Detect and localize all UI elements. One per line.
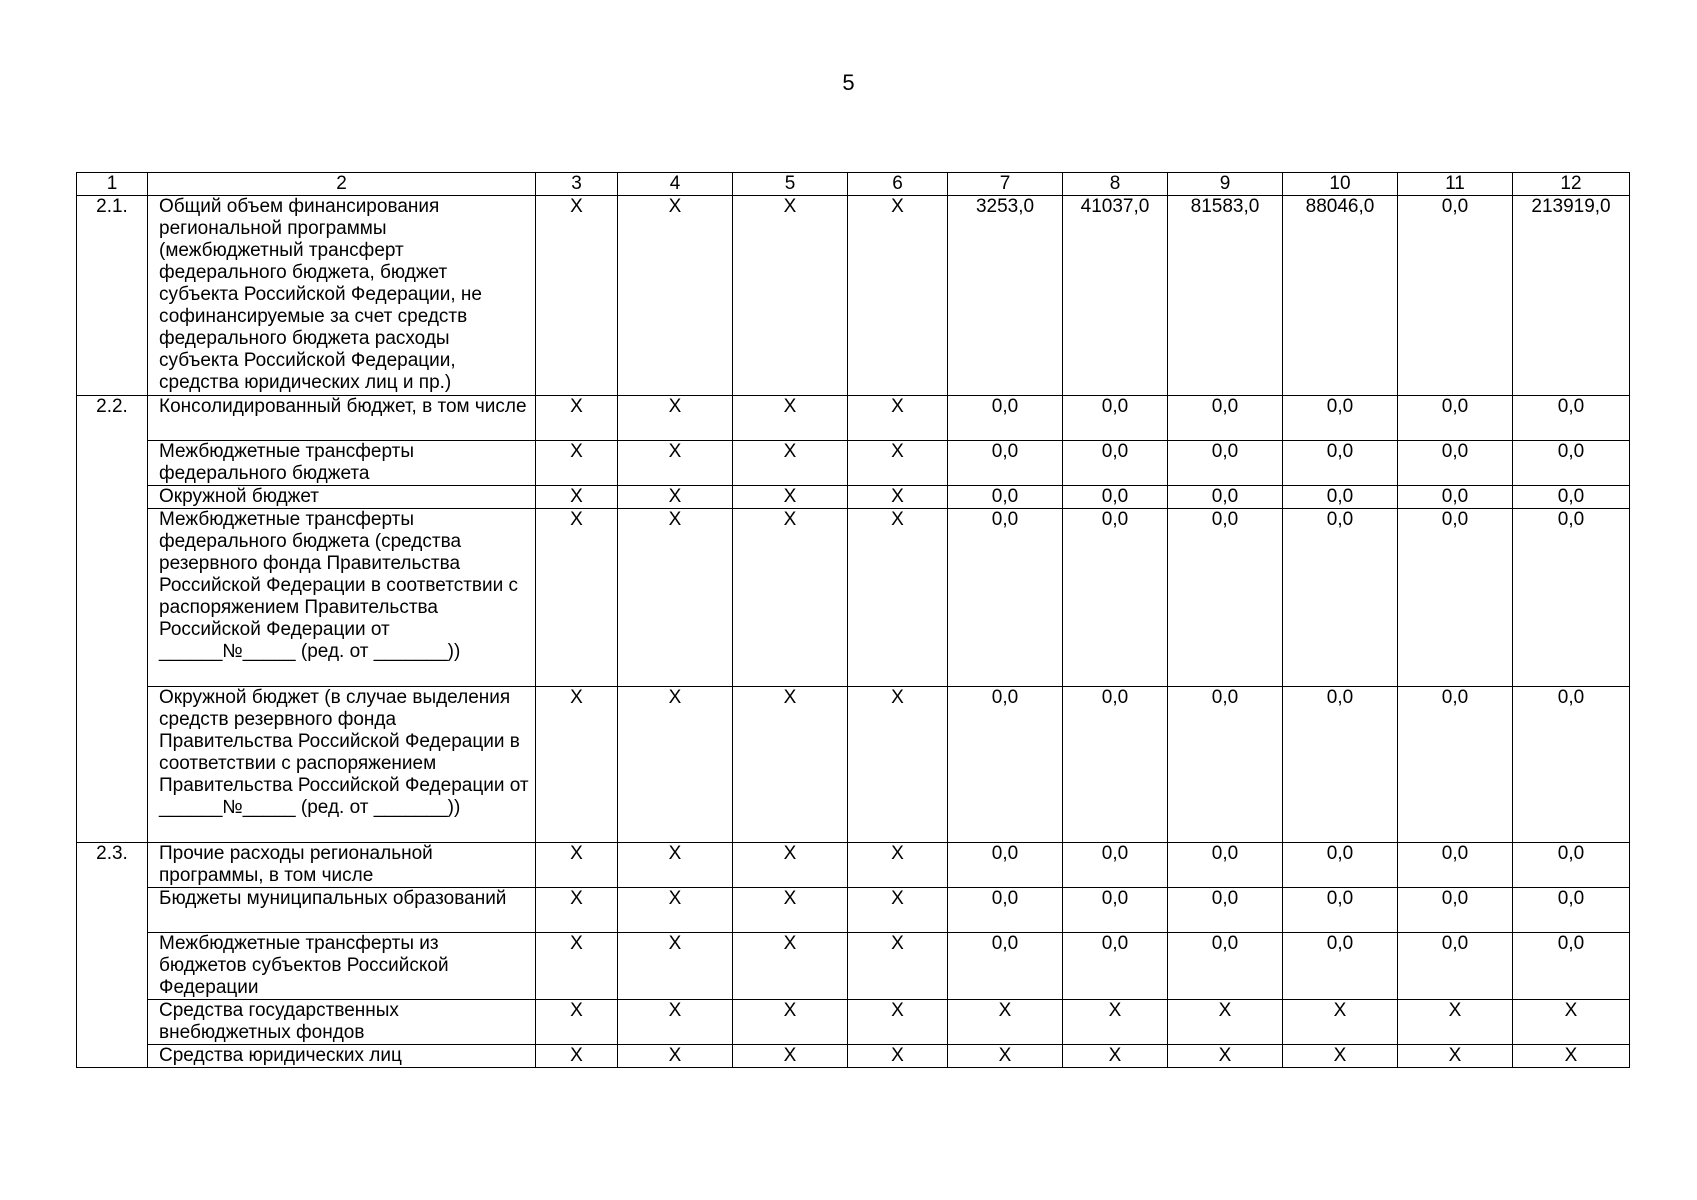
value-cell: 0,0 — [948, 687, 1063, 843]
value-cell: X — [1283, 1045, 1398, 1068]
value-cell: 0,0 — [1063, 843, 1168, 888]
value-cell: X — [1063, 1045, 1168, 1068]
value-cell: X — [536, 687, 618, 843]
value-cell: 0,0 — [1063, 441, 1168, 486]
value-cell: 0,0 — [1398, 196, 1513, 396]
value-cell: X — [536, 509, 618, 687]
value-cell: 0,0 — [1398, 509, 1513, 687]
table-row — [77, 486, 1630, 509]
value-cell: 0,0 — [1513, 933, 1630, 1000]
row-name-cell: Средства государственных внебюджетных фондов — [148, 1000, 536, 1045]
table-row — [77, 509, 1630, 687]
value-cell: 0,0 — [1283, 888, 1398, 933]
value-cell: 0,0 — [1398, 396, 1513, 441]
value-cell: 0,0 — [1063, 687, 1168, 843]
value-cell: X — [848, 843, 948, 888]
row-name-cell: Прочие расходы региональной программы, в том числе — [148, 843, 536, 888]
header-cell: 3 — [536, 173, 618, 196]
value-cell: 0,0 — [1283, 486, 1398, 509]
value-cell: X — [848, 486, 948, 509]
value-cell: 0,0 — [1063, 933, 1168, 1000]
value-cell: 0,0 — [1283, 933, 1398, 1000]
value-cell: X — [618, 486, 733, 509]
value-cell: 0,0 — [948, 486, 1063, 509]
value-cell: X — [1513, 1000, 1630, 1045]
value-cell: X — [1398, 1000, 1513, 1045]
value-cell: 0,0 — [1398, 441, 1513, 486]
header-cell: 7 — [948, 173, 1063, 196]
value-cell: X — [536, 843, 618, 888]
header-cell: 10 — [1283, 173, 1398, 196]
value-cell: 0,0 — [1283, 441, 1398, 486]
value-cell: X — [848, 441, 948, 486]
value-cell: X — [618, 441, 733, 486]
row-name-cell: Межбюджетные трансферты из бюджетов субъектов Российской Федерации — [148, 933, 536, 1000]
row-name-cell: Бюджеты муниципальных образований — [148, 888, 536, 933]
value-cell: X — [733, 1045, 848, 1068]
table-row — [77, 1000, 1630, 1045]
value-cell: 0,0 — [1513, 888, 1630, 933]
value-cell: 0,0 — [1398, 843, 1513, 888]
row-name-cell: Окружной бюджет — [148, 486, 536, 509]
value-cell: 213919,0 — [1513, 196, 1630, 396]
value-cell: 0,0 — [948, 441, 1063, 486]
value-cell: 3253,0 — [948, 196, 1063, 396]
value-cell: X — [848, 933, 948, 1000]
header-cell: 4 — [618, 173, 733, 196]
value-cell: 0,0 — [1513, 843, 1630, 888]
value-cell: X — [618, 933, 733, 1000]
value-cell: X — [536, 888, 618, 933]
value-cell: 0,0 — [1513, 441, 1630, 486]
table-row — [77, 441, 1630, 486]
value-cell: X — [733, 509, 848, 687]
table-row — [77, 888, 1630, 933]
value-cell: X — [536, 486, 618, 509]
value-cell: 0,0 — [1168, 509, 1283, 687]
financing-table — [76, 172, 1630, 1068]
value-cell: 0,0 — [1063, 486, 1168, 509]
header-cell: 9 — [1168, 173, 1283, 196]
value-cell: 0,0 — [1513, 687, 1630, 843]
value-cell: 81583,0 — [1168, 196, 1283, 396]
value-cell: X — [733, 888, 848, 933]
value-cell: X — [618, 196, 733, 396]
value-cell: X — [618, 509, 733, 687]
table-row — [77, 687, 1630, 843]
value-cell: 41037,0 — [1063, 196, 1168, 396]
value-cell: 0,0 — [948, 933, 1063, 1000]
value-cell: X — [848, 888, 948, 933]
header-cell: 6 — [848, 173, 948, 196]
header-cell: 12 — [1513, 173, 1630, 196]
value-cell: 0,0 — [948, 843, 1063, 888]
row-name-cell: Общий объем финансирования региональной программы (межбюджетный трансферт федерального бюджета, бюджет субъекта Российской Федерации, не софинансируемые за счет средств федерального бюджета расходы субъекта Российской Федерации, средства юридических лиц и пр.) — [148, 196, 536, 396]
value-cell: 0,0 — [1283, 687, 1398, 843]
value-cell: 0,0 — [948, 888, 1063, 933]
table-body — [77, 173, 1630, 1068]
value-cell: X — [733, 1000, 848, 1045]
header-cell: 11 — [1398, 173, 1513, 196]
value-cell: X — [1398, 1045, 1513, 1068]
value-cell: X — [536, 1000, 618, 1045]
value-cell: X — [733, 196, 848, 396]
value-cell: X — [848, 1000, 948, 1045]
value-cell: X — [618, 396, 733, 441]
header-cell: 2 — [148, 173, 536, 196]
value-cell: X — [1063, 1000, 1168, 1045]
row-name-cell: Окружной бюджет (в случае выделения средств резервного фонда Правительства Российской Федерации в соответствии с распоряжением Правительства Российской Федерации от ______№_____ (ред. от _______)) — [148, 687, 536, 843]
value-cell: X — [733, 687, 848, 843]
row-name-cell: Консолидированный бюджет, в том числе — [148, 396, 536, 441]
row-name-cell: Межбюджетные трансферты федерального бюджета (средства резервного фонда Правительства Российской Федерации в соответствии с распоряжением Правительства Российской Федерации от ______№_____ (ред. от _______)) — [148, 509, 536, 687]
value-cell: X — [618, 843, 733, 888]
value-cell: 0,0 — [1283, 843, 1398, 888]
table-row — [77, 396, 1630, 441]
value-cell: X — [1168, 1000, 1283, 1045]
value-cell: X — [536, 1045, 618, 1068]
value-cell: X — [618, 1045, 733, 1068]
value-cell: X — [848, 509, 948, 687]
row-number-cell: 2.2. — [77, 396, 148, 843]
value-cell: X — [848, 1045, 948, 1068]
value-cell: X — [1168, 1045, 1283, 1068]
value-cell: X — [618, 687, 733, 843]
value-cell: 0,0 — [1168, 888, 1283, 933]
value-cell: 88046,0 — [1283, 196, 1398, 396]
value-cell: 0,0 — [1513, 509, 1630, 687]
value-cell: X — [948, 1000, 1063, 1045]
value-cell: 0,0 — [1168, 687, 1283, 843]
value-cell: 0,0 — [1398, 888, 1513, 933]
table-row — [77, 196, 1630, 396]
value-cell: X — [848, 687, 948, 843]
value-cell: X — [848, 396, 948, 441]
value-cell: X — [733, 441, 848, 486]
value-cell: 0,0 — [1513, 396, 1630, 441]
value-cell: 0,0 — [1398, 933, 1513, 1000]
value-cell: X — [733, 396, 848, 441]
value-cell: 0,0 — [1168, 933, 1283, 1000]
value-cell: X — [948, 1045, 1063, 1068]
value-cell: X — [536, 196, 618, 396]
value-cell: X — [733, 486, 848, 509]
value-cell: X — [618, 888, 733, 933]
table-row — [77, 933, 1630, 1000]
value-cell: 0,0 — [1063, 888, 1168, 933]
value-cell: 0,0 — [1283, 509, 1398, 687]
value-cell: X — [618, 1000, 733, 1045]
row-number-cell: 2.3. — [77, 843, 148, 1068]
value-cell: 0,0 — [1513, 486, 1630, 509]
value-cell: 0,0 — [1168, 486, 1283, 509]
row-name-cell: Межбюджетные трансферты федерального бюджета — [148, 441, 536, 486]
value-cell: X — [733, 933, 848, 1000]
value-cell: X — [733, 843, 848, 888]
table-header-row — [77, 173, 1630, 196]
value-cell: 0,0 — [1168, 843, 1283, 888]
value-cell: X — [848, 196, 948, 396]
page-number: 5 — [842, 70, 855, 95]
header-cell: 5 — [733, 173, 848, 196]
table-row — [77, 843, 1630, 888]
value-cell: 0,0 — [1283, 396, 1398, 441]
value-cell: 0,0 — [1063, 396, 1168, 441]
table-row — [77, 1045, 1630, 1068]
value-cell: 0,0 — [1168, 441, 1283, 486]
header-cell: 8 — [1063, 173, 1168, 196]
value-cell: 0,0 — [1398, 687, 1513, 843]
value-cell: X — [1513, 1045, 1630, 1068]
row-name-cell: Средства юридических лиц — [148, 1045, 536, 1068]
value-cell: X — [1283, 1000, 1398, 1045]
value-cell: 0,0 — [948, 396, 1063, 441]
value-cell: 0,0 — [1398, 486, 1513, 509]
value-cell: 0,0 — [1168, 396, 1283, 441]
value-cell: 0,0 — [1063, 509, 1168, 687]
value-cell: X — [536, 441, 618, 486]
row-number-cell: 2.1. — [77, 196, 148, 396]
value-cell: X — [536, 933, 618, 1000]
value-cell: X — [536, 396, 618, 441]
header-cell: 1 — [77, 173, 148, 196]
value-cell: 0,0 — [948, 509, 1063, 687]
